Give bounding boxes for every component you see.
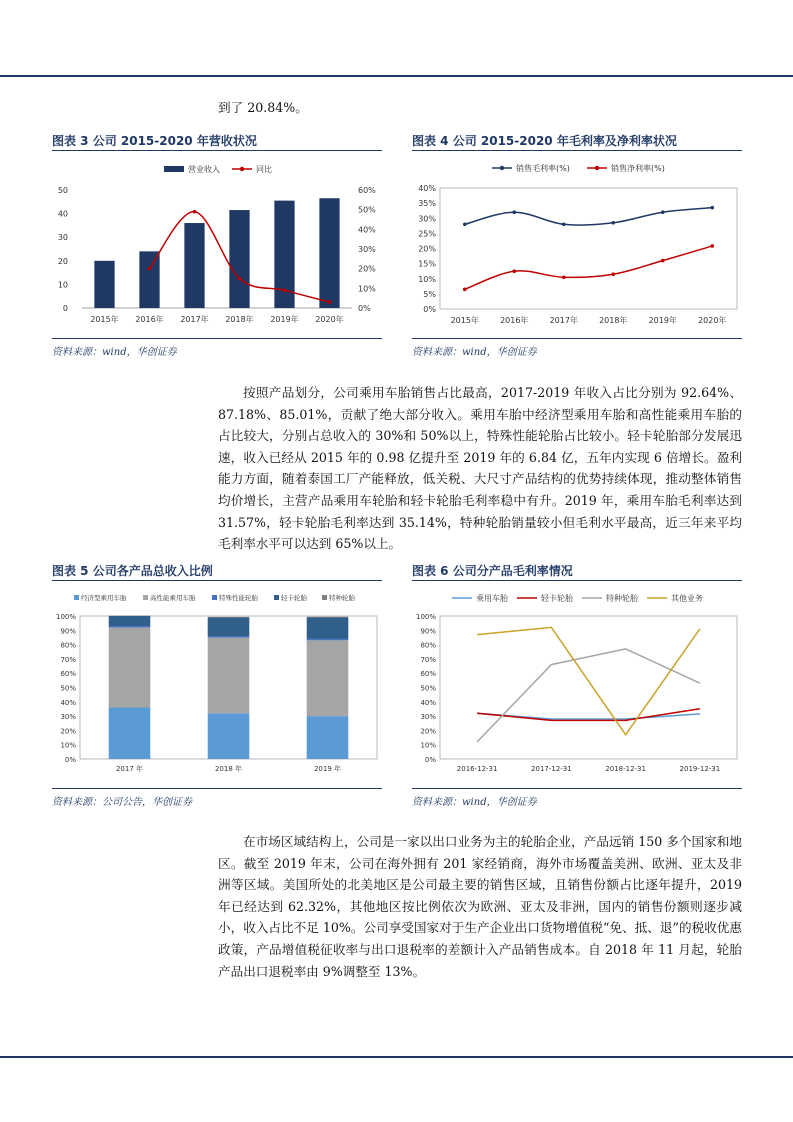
fig6-y-tick: 0% — [424, 756, 436, 764]
fig5-y-tick: 90% — [60, 627, 76, 636]
fig3-yoy-point — [148, 267, 152, 271]
fig5-legend-label: 特殊性能轮胎 — [219, 594, 258, 602]
fig4-bottom-rule — [412, 338, 742, 339]
fig3-y-left-tick: 40 — [57, 209, 68, 219]
fig5-y-tick: 30% — [60, 713, 76, 722]
fig6-x-tick: 2018-12-31 — [605, 765, 646, 773]
fig6-legend-label-1: 轻卡轮胎 — [541, 594, 573, 603]
fig5-legend-swatch — [212, 595, 217, 600]
fig4-y-tick: 30% — [418, 214, 436, 224]
fig4-legend-marker-1 — [595, 166, 599, 170]
fig6-y-tick: 90% — [420, 627, 436, 636]
fig6-x-tick: 2019-12-31 — [679, 765, 721, 773]
fig3-legend-line-label: 同比 — [256, 165, 272, 174]
fig4-series-point — [611, 221, 615, 225]
fig6-legend-label-3: 其他业务 — [671, 594, 703, 603]
fig4-y-tick: 25% — [418, 229, 436, 239]
fig4-plot-frame — [440, 188, 737, 309]
intro-line: 到了 20.84%。 — [218, 100, 308, 115]
fig3-bar — [94, 261, 114, 308]
fig5-y-tick: 80% — [60, 641, 76, 650]
fig3-y-right-tick: 30% — [358, 245, 376, 254]
fig5-y-tick: 100% — [55, 613, 76, 621]
fig3-yoy-point — [238, 277, 242, 281]
fig4-x-tick: 2017年 — [549, 316, 578, 325]
fig6-y-tick: 80% — [420, 641, 436, 650]
fig3-y-right-tick: 20% — [358, 264, 376, 274]
fig5-x-tick: 2019 年 — [313, 765, 342, 773]
fig3-x-tick: 2015年 — [90, 315, 119, 324]
fig5-x-tick: 2017 年 — [115, 765, 144, 773]
fig4-title-rule — [412, 150, 742, 151]
fig5-y-tick: 40% — [60, 698, 76, 707]
fig6-y-tick: 60% — [420, 670, 436, 679]
fig4-y-tick: 0% — [423, 305, 436, 314]
fig5-y-tick: 20% — [60, 727, 76, 736]
fig5-legend-label: 经济型乘用车胎 — [81, 594, 127, 602]
fig6-y-tick: 10% — [420, 741, 436, 750]
fig4-x-tick: 2018年 — [599, 316, 628, 325]
fig4-y-tick: 35% — [418, 199, 436, 209]
fig4-source: 资料来源：wind，华创证券 — [412, 347, 537, 358]
fig5-stack-segment — [208, 617, 250, 636]
fig4-series-point — [562, 275, 566, 279]
fig5-stack-segment — [109, 616, 151, 626]
fig4-legend-label-1: 销售净利率(%) — [611, 164, 665, 173]
fig5-stack-segment — [109, 627, 151, 707]
fig6-title: 图表 6 公司分产品毛利率情况 — [412, 564, 573, 578]
header-rule — [0, 75, 793, 77]
fig4-series-point — [710, 244, 714, 248]
fig4-y-tick: 10% — [418, 274, 436, 284]
fig5-y-tick: 0% — [64, 756, 76, 764]
fig6-chart — [412, 586, 742, 782]
fig3-bottom-rule — [52, 338, 382, 339]
fig3-legend-line-marker — [240, 167, 244, 171]
fig4-x-tick: 2016年 — [500, 316, 529, 325]
fig5-title: 图表 5 公司各产品总收入比例 — [52, 564, 213, 578]
fig3-title-rule — [52, 150, 382, 151]
fig3-y-left-tick: 20 — [57, 256, 68, 266]
fig6-x-tick: 2017-12-31 — [531, 765, 572, 773]
fig3-chart — [52, 154, 382, 334]
fig3-y-left-tick: 10 — [57, 280, 68, 290]
fig4-x-tick: 2019年 — [648, 316, 677, 325]
fig5-stack-segment — [109, 708, 151, 759]
fig4-series-point — [512, 269, 516, 273]
fig5-source: 资料来源：公司公告，华创证券 — [52, 797, 192, 808]
fig6-legend-label-0: 乘用车胎 — [476, 594, 508, 603]
fig5-chart — [52, 586, 382, 782]
fig4-x-tick: 2020年 — [698, 316, 727, 325]
fig5-stack-segment — [307, 640, 349, 716]
fig5-stack-segment — [307, 639, 349, 640]
fig3-x-tick: 2018年 — [225, 315, 254, 324]
fig4-series-point — [463, 223, 467, 227]
footer-rule — [0, 1056, 793, 1058]
fig4-series-point — [661, 210, 665, 214]
fig5-stack-segment — [208, 636, 250, 637]
fig4-x-tick: 2015年 — [450, 316, 479, 325]
fig5-stack-segment — [307, 716, 349, 759]
fig4-y-tick: 40% — [418, 184, 436, 193]
fig4-series-point — [512, 210, 516, 214]
fig5-stack-segment — [307, 617, 349, 638]
fig5-legend-swatch — [322, 595, 327, 600]
fig4-series-point — [562, 223, 566, 227]
fig3-x-tick: 2017年 — [180, 315, 209, 324]
body-paragraph-1: 按照产品划分，公司乘用车胎销售占比最高，2017-2019 年收入占比分别为 92.64%、87.18%、85.01%，贡献了绝大部分收入。乘用车胎中经济型乘用车胎和高性能乘用车胎的占比较大，分别占总收入的 30%和 50%以上，特殊性能轮胎占比较小。轻卡轮胎部分发展迅速，收入已经从 2015 年的 0.98 亿提升至 2019 年的 6.84 亿，五年内实现 6 倍增长。盈利能力方面，随着泰国工厂产能释放，低关税、大尺寸产品结构的优势持续体现，推动整体销售均价增长，主营产品乘用车轮胎和轻卡轮胎毛利率稳中有升。2019 年，乘用车胎毛利率达到 31.57%，轻卡轮胎毛利率达到 35.14%，特种轮胎销量较小但毛利水平最高，近三年来平均毛利率水平可以达到 65%以上。 — [218, 385, 742, 552]
fig6-bottom-rule — [412, 788, 742, 789]
fig3-bar — [139, 251, 159, 308]
fig4-y-tick: 20% — [418, 244, 436, 254]
fig4-series-line — [465, 246, 713, 289]
fig3-y-right-tick: 60% — [358, 186, 376, 195]
fig3-y-right-tick: 50% — [358, 205, 376, 215]
fig3-y-left-tick: 30 — [57, 233, 68, 243]
fig6-plot-frame — [440, 616, 737, 759]
fig4-series-point — [611, 272, 615, 276]
fig6-y-tick: 100% — [415, 613, 436, 621]
fig3-bar — [319, 198, 339, 308]
fig3-x-tick: 2016年 — [135, 315, 164, 324]
fig4-chart — [412, 154, 742, 334]
fig5-y-tick: 10% — [60, 741, 76, 750]
fig5-legend-label: 特种轮胎 — [329, 594, 355, 602]
fig6-legend-label-2: 特种轮胎 — [606, 594, 638, 603]
fig3-x-tick: 2019年 — [270, 315, 299, 324]
fig5-stack-segment — [208, 617, 250, 618]
fig4-title: 图表 4 公司 2015-2020 年毛利率及净利率状况 — [412, 134, 677, 148]
fig3-y-right-tick: 40% — [358, 225, 376, 235]
fig5-y-tick: 60% — [60, 670, 76, 679]
fig5-stack-segment — [109, 626, 151, 627]
fig5-legend-label: 轻卡轮胎 — [281, 594, 307, 602]
fig4-legend-marker-0 — [500, 166, 504, 170]
fig6-series-line — [477, 649, 700, 742]
fig5-title-rule — [52, 580, 382, 581]
fig3-legend-bar-swatch — [164, 166, 184, 172]
fig3-bar — [184, 223, 204, 308]
fig4-series-point — [661, 259, 665, 263]
fig4-series-point — [463, 288, 467, 292]
fig4-series-line — [465, 208, 713, 225]
fig5-x-tick: 2018 年 — [214, 765, 243, 773]
fig5-legend-label: 高性能乘用车胎 — [150, 594, 196, 602]
fig6-y-tick: 50% — [420, 684, 436, 693]
fig3-title: 图表 3 公司 2015-2020 年营收状况 — [52, 134, 257, 148]
fig6-y-tick: 30% — [420, 713, 436, 722]
fig3-y-left-tick: 0 — [62, 304, 68, 313]
fig3-x-tick: 2020年 — [315, 315, 344, 324]
fig3-yoy-point — [283, 289, 287, 293]
fig6-y-tick: 40% — [420, 698, 436, 707]
fig4-y-tick: 15% — [418, 259, 436, 269]
fig3-yoy-point — [193, 210, 197, 214]
fig6-y-tick: 20% — [420, 727, 436, 736]
fig5-bottom-rule — [52, 788, 382, 789]
fig4-legend-label-0: 销售毛利率(%) — [516, 164, 570, 173]
fig3-bar — [229, 210, 249, 308]
fig6-source: 资料来源：wind，华创证券 — [412, 797, 537, 808]
fig5-stack-segment — [208, 713, 250, 759]
fig3-y-left-tick: 50 — [57, 186, 68, 195]
fig5-y-tick: 50% — [60, 684, 76, 693]
fig3-y-right-tick: 10% — [358, 284, 376, 294]
fig5-stack-segment — [307, 617, 349, 618]
fig6-y-tick: 70% — [420, 655, 436, 664]
fig6-x-tick: 2016-12-31 — [456, 765, 498, 773]
fig4-y-tick: 5% — [423, 289, 436, 299]
fig3-legend-bar-label: 营业收入 — [188, 165, 220, 174]
fig4-series-point — [710, 206, 714, 210]
fig3-source: 资料来源：wind，华创证券 — [52, 347, 177, 358]
fig3-yoy-point — [328, 300, 332, 304]
fig6-title-rule — [412, 580, 742, 581]
fig5-stack-segment — [208, 637, 250, 713]
fig5-legend-swatch — [74, 595, 79, 600]
fig5-y-tick: 70% — [60, 655, 76, 664]
body-paragraph-2: 在市场区域结构上，公司是一家以出口业务为主的轮胎企业，产品远销 150 多个国家和地区。截至 2019 年末，公司在海外拥有 201 家经销商，海外市场覆盖美洲、欧洲、亚太及非洲等区域。美国所处的北美地区是公司最主要的销售区域，且销售份额占比逐年提升，2019 年已经达到 62.32%，其他地区按比例依次为欧洲、亚太及非洲，国内的销售份额则逐步减小，收入占比不足 10%。公司享受国家对于生产企业出口货物增值税“免、抵、退”的税收优惠政策，产品增值税征收率与出口退税率的差额计入产品销售成本。自 2018 年 11 月起，轮胎产品出口退税率由 9%调整至 13%。 — [218, 834, 742, 979]
fig5-legend-swatch — [274, 595, 279, 600]
fig3-y-right-tick: 0% — [358, 304, 371, 313]
fig5-legend-swatch — [143, 595, 148, 600]
